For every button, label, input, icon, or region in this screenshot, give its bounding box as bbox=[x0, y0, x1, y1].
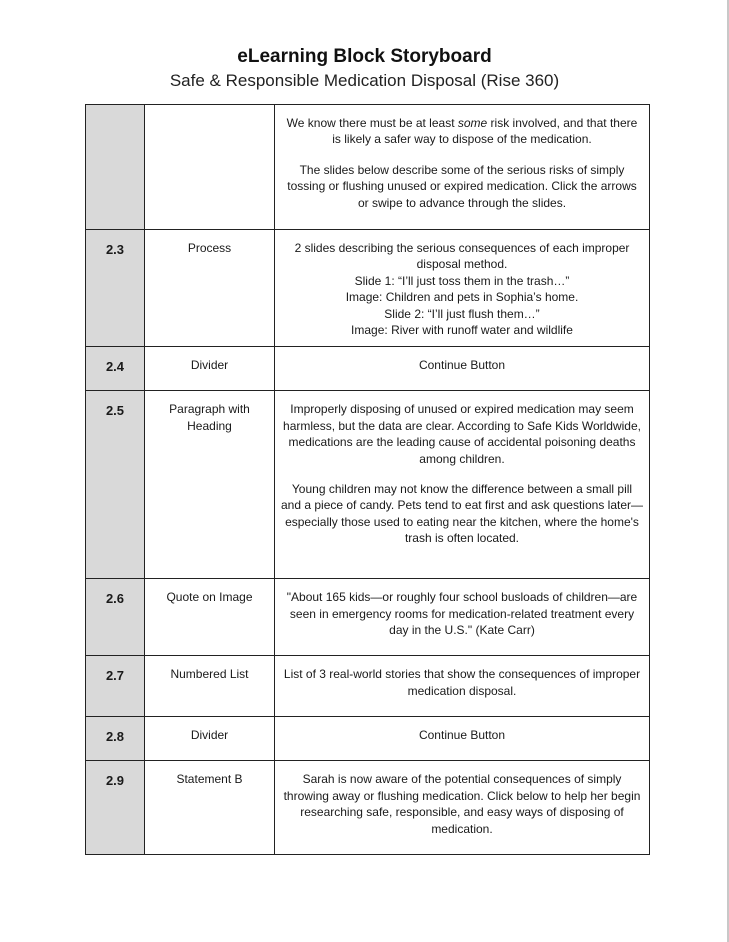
row-number-cell: 2.4 bbox=[86, 347, 145, 391]
description-line: Image: River with runoff water and wildlife bbox=[351, 323, 573, 338]
block-type-cell: Divider bbox=[145, 347, 275, 391]
row-number-cell: 2.7 bbox=[86, 656, 145, 717]
table-row bbox=[86, 105, 650, 230]
description-line: Image: Children and pets in Sophia’s home. bbox=[345, 290, 579, 305]
description-line: 2 slides describing the serious consequences of each improper disposal method. bbox=[294, 241, 630, 272]
table-row bbox=[86, 230, 650, 347]
row-number-cell: 2.9 bbox=[86, 761, 145, 855]
description-cell: List of 3 real-world stories that show the consequences of improper medication disposal. bbox=[275, 656, 650, 717]
description-paragraph: Improperly disposing of unused or expired medication may seem harmless, but the data are clear. According to Safe Kids Worldwide, medications are the leading cause of accidental poisoning deaths among children. bbox=[283, 402, 641, 466]
storyboard-table bbox=[85, 104, 650, 855]
description-line: Slide 1: “I’ll just toss them in the trash…” bbox=[354, 273, 570, 288]
description-paragraph: The slides below describe some of the serious risks of simply tossing or flushing unused or expired medication. Click the arrows or swipe to advance through the slides. bbox=[287, 162, 637, 210]
document-title: eLearning Block Storyboard bbox=[237, 46, 492, 67]
row-number-cell: 2.8 bbox=[86, 717, 145, 761]
row-number-cell: 2.5 bbox=[86, 391, 145, 579]
table-row bbox=[86, 656, 650, 717]
description-cell: "About 165 kids—or roughly four school busloads of children—are seen in emergency rooms for medication-related treatment every day in the U.S." (Kate Carr) bbox=[275, 579, 650, 656]
block-type-cell: Paragraph with Heading bbox=[145, 391, 275, 579]
title-block bbox=[0, 45, 729, 93]
table-row bbox=[86, 717, 650, 761]
description-paragraph: Young children may not know the difference between a small pill and a piece of candy. Pets tend to eat first and ask questions later—especially those used to eating near the kitchen, where the home's trash is often located. bbox=[281, 482, 643, 546]
description-cell bbox=[275, 105, 650, 230]
block-type-cell: Quote on Image bbox=[145, 579, 275, 656]
block-type-cell bbox=[145, 105, 275, 230]
table-row bbox=[86, 579, 650, 656]
table-row bbox=[86, 347, 650, 391]
table-row bbox=[86, 391, 650, 579]
row-number-cell bbox=[86, 105, 145, 230]
row-number-cell: 2.3 bbox=[86, 230, 145, 347]
row-number-cell: 2.6 bbox=[86, 579, 145, 656]
block-type-cell: Statement B bbox=[145, 761, 275, 855]
description-cell bbox=[275, 230, 650, 347]
block-type-cell: Divider bbox=[145, 717, 275, 761]
document-subtitle: Safe & Responsible Medication Disposal (Rise 360) bbox=[169, 71, 560, 90]
block-type-cell: Process bbox=[145, 230, 275, 347]
description-line: Slide 2: “I’ll just flush them…” bbox=[384, 306, 540, 321]
description-cell bbox=[275, 391, 650, 579]
description-cell: Continue Button bbox=[275, 347, 650, 391]
description-cell: Continue Button bbox=[275, 717, 650, 761]
description-paragraph: We know there must be at least some risk involved, and that there is likely a safer way to dispose of the medication. bbox=[286, 116, 638, 147]
block-type-cell: Numbered List bbox=[145, 656, 275, 717]
description-cell: Sarah is now aware of the potential consequences of simply throwing away or flushing medication. Click below to help her begin researching safe, responsible, and easy ways of disposing of medication. bbox=[275, 761, 650, 855]
table-row bbox=[86, 761, 650, 855]
